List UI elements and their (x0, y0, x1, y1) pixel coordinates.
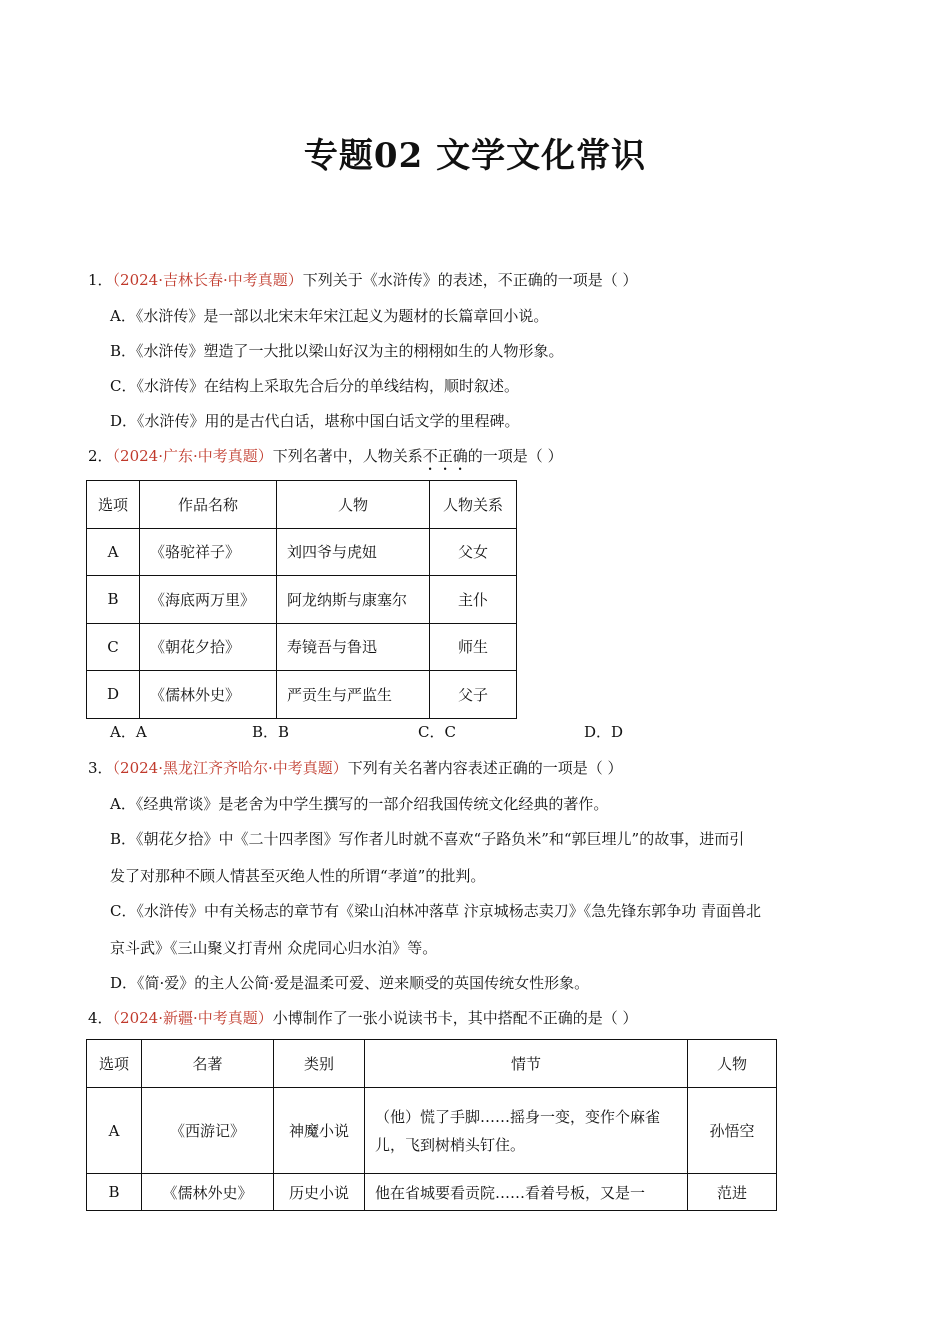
q3-option-a: A．《经典常谈》是老舍为中学生撰写的一部介绍我国传统文化经典的著作。 (110, 795, 609, 813)
q1-option-d: D．《水浒传》用的是古代白话，堪称中国白话文学的里程碑。 (110, 412, 520, 430)
table-cell: 《海底两万里》 (140, 576, 277, 624)
table-header-cell: 人物 (277, 481, 430, 529)
question-2 (88, 446, 563, 474)
question-source: （2024·广东·中考真题） (112, 447, 273, 465)
table-cell: 主仆 (430, 576, 517, 624)
table-cell: 历史小说 (274, 1174, 365, 1211)
q3-option-c-continued: 京斗武》《三山聚义打青州 众虎同心归水泊》等。 (110, 939, 438, 957)
q3-option-b: B．《朝花夕拾》中《二十四孝图》写作者儿时就不喜欢“子路负米”和“郭巨埋儿”的故事，进而引 (110, 830, 745, 848)
q2-answer-d: D．D (584, 723, 624, 741)
table-cell: 孙悟空 (688, 1088, 777, 1174)
table-cell: 师生 (430, 623, 517, 671)
q2-answer-a: A．A (110, 723, 147, 741)
q1-option-c: C．《水浒传》在结构上采取先合后分的单线结构，顺时叙述。 (110, 377, 519, 395)
table-row (87, 623, 517, 671)
table-row (87, 576, 517, 624)
question-4 (88, 1008, 638, 1028)
question-number: 1． (88, 271, 113, 289)
q1-option-b: B．《水浒传》塑造了一大批以梁山好汉为主的栩栩如生的人物形象。 (110, 342, 564, 360)
table-row (87, 671, 517, 719)
table-cell: 阿龙纳斯与康塞尔 (277, 576, 430, 624)
q3-option-d: D．《简·爱》的主人公简·爱是温柔可爱、逆来顺受的英国传统女性形象。 (110, 974, 590, 992)
table-cell: 严贡生与严监生 (277, 671, 430, 719)
table-cell: （他）慌了手脚……摇身一变，变作个麻雀儿，飞到树梢头钉住。 (365, 1088, 688, 1174)
table-header-cell: 人物 (688, 1040, 777, 1088)
table-cell: 神魔小说 (274, 1088, 365, 1174)
q3-option-b-continued: 发了对那种不顾人情甚至灭绝人性的所谓“孝道”的批判。 (110, 867, 486, 885)
table-header-cell: 选项 (87, 1040, 142, 1088)
question-stem: 下列关于《水浒传》的表述，不正确的一项是（ ） (302, 271, 638, 289)
table-header-row (87, 481, 517, 529)
table-cell: A (87, 528, 140, 576)
question-source: （2024·吉林长春·中考真题） (112, 271, 303, 289)
q2-answer-c: C．C (418, 723, 456, 741)
question-number: 3． (88, 759, 113, 777)
question-3 (88, 758, 623, 778)
question-1 (88, 270, 638, 290)
question-number: 2． (88, 447, 113, 465)
q2-answer-b: B．B (252, 723, 290, 741)
table-row (87, 1088, 777, 1174)
table-cell: 《儒林外史》 (142, 1174, 274, 1211)
table-cell: 父子 (430, 671, 517, 719)
table-cell: 父女 (430, 528, 517, 576)
question-stem: 下列有关名著内容表述正确的一项是（ ） (347, 759, 623, 777)
table-header-cell: 名著 (142, 1040, 274, 1088)
table-row (87, 528, 517, 576)
table-cell: 《骆驼祥子》 (140, 528, 277, 576)
table-cell: B (87, 1174, 142, 1211)
q4-table (86, 1039, 777, 1211)
table-header-cell: 作品名称 (140, 481, 277, 529)
table-cell: 《西游记》 (142, 1088, 274, 1174)
table-cell: 《儒林外史》 (140, 671, 277, 719)
table-cell: 《朝花夕拾》 (140, 623, 277, 671)
table-row (87, 1174, 777, 1211)
question-source: （2024·黑龙江齐齐哈尔·中考真题） (112, 759, 348, 777)
question-stem: 小博制作了一张小说读书卡，其中搭配不正确的是（ ） (272, 1009, 638, 1027)
q2-table (86, 480, 517, 719)
table-cell: 范进 (688, 1174, 777, 1211)
question-source: （2024·新疆·中考真题） (112, 1009, 273, 1027)
table-header-cell: 选项 (87, 481, 140, 529)
table-header-row (87, 1040, 777, 1088)
table-header-cell: 情节 (365, 1040, 688, 1088)
page-title: 专题02 文学文化常识 (303, 136, 647, 176)
table-cell: B (87, 576, 140, 624)
table-cell: C (87, 623, 140, 671)
table-cell: 他在省城要看贡院……看着号板，又是一 (365, 1174, 688, 1211)
table-header-cell: 人物关系 (430, 481, 517, 529)
table-cell: 刘四爷与虎妞 (277, 528, 430, 576)
table-cell: 寿镜吾与鲁迅 (277, 623, 430, 671)
question-stem-emphasis: 不正确 (422, 447, 468, 465)
q1-option-a: A．《水浒传》是一部以北宋末年宋江起义为题材的长篇章回小说。 (110, 307, 549, 325)
question-stem-part: 下列名著中，人物关系 (272, 447, 423, 465)
question-number: 4． (88, 1009, 113, 1027)
q3-option-c: C．《水浒传》中有关杨志的章节有《梁山泊林冲落草 汴京城杨志卖刀》《急先锋东郭争功 青面兽北 (110, 902, 762, 920)
question-stem-part: 的一项是（ ） (467, 447, 563, 465)
table-cell: A (87, 1088, 142, 1174)
table-header-cell: 类别 (274, 1040, 365, 1088)
table-cell: D (87, 671, 140, 719)
